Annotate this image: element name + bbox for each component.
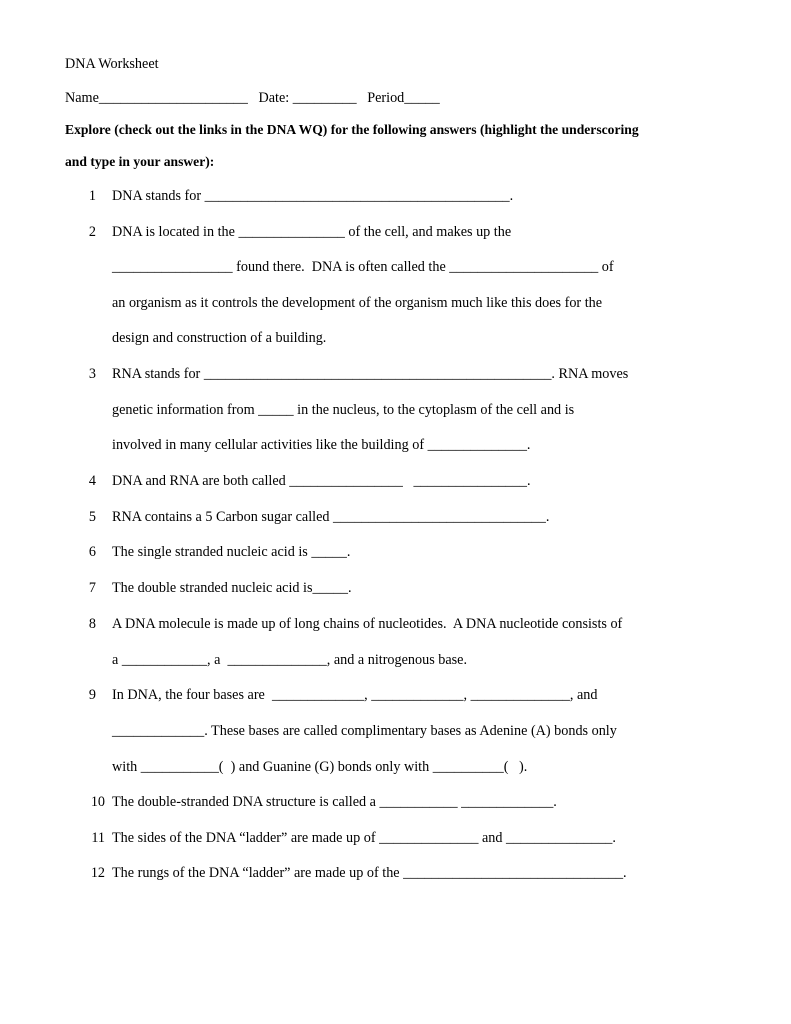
question-number: 8 [88, 616, 96, 632]
question-number: 4 [88, 473, 96, 489]
question-number: 12 [90, 865, 105, 881]
question-text: The rungs of the DNA “ladder” are made up of the _______________________________. [112, 865, 627, 881]
question-number: 2 [88, 224, 96, 240]
name-date-period-fields: Name_____________________ Date: _________ Period_____ [65, 90, 440, 106]
question-text: In DNA, the four bases are _____________, _____________, ______________, and [112, 687, 598, 703]
question-text: involved in many cellular activities like the building of ______________. [112, 437, 531, 453]
question-text: The double stranded nucleic acid is_____. [112, 580, 352, 596]
question-text: design and construction of a building. [112, 330, 327, 346]
question-text: The single stranded nucleic acid is _____. [112, 544, 351, 560]
question-text: The double-stranded DNA structure is called a ___________ _____________. [112, 794, 557, 810]
question-text: with ___________( ) and Guanine (G) bonds only with __________( ). [112, 759, 528, 775]
question-text: genetic information from _____ in the nucleus, to the cytoplasm of the cell and is [112, 402, 575, 418]
question-text: an organism as it controls the development of the organism much like this does for the [112, 295, 603, 311]
question-number: 11 [91, 830, 105, 846]
instructions-line-1: Explore (check out the links in the DNA WQ) for the following answers (highlight the underscoring [65, 122, 639, 137]
question-text: The sides of the DNA “ladder” are made up of ______________ and _______________. [112, 830, 616, 846]
question-number: 5 [88, 509, 96, 525]
question-number: 9 [88, 687, 96, 703]
question-text: a ____________, a ______________, and a nitrogenous base. [112, 652, 468, 668]
question-text: _________________ found there. DNA is often called the _____________________ of [112, 259, 614, 275]
question-number: 10 [90, 794, 105, 810]
question-number: 3 [88, 366, 96, 382]
question-text: A DNA molecule is made up of long chains of nucleotides. A DNA nucleotide consists of [112, 616, 623, 632]
question-text: DNA and RNA are both called ________________ ________________. [112, 473, 531, 489]
question-number: 1 [88, 188, 96, 204]
question-number: 6 [88, 544, 96, 560]
instructions-line-2: and type in your answer): [65, 154, 215, 169]
question-text: RNA stands for _________________________________________________. RNA moves [112, 366, 629, 382]
question-text: DNA stands for ___________________________________________. [112, 188, 514, 204]
question-text: DNA is located in the _______________ of the cell, and makes up the [112, 224, 512, 240]
question-text: RNA contains a 5 Carbon sugar called ______________________________. [112, 509, 550, 525]
question-number: 7 [88, 580, 96, 596]
question-text: _____________. These bases are called complimentary bases as Adenine (A) bonds only [112, 723, 617, 739]
worksheet-title: DNA Worksheet [65, 56, 159, 72]
